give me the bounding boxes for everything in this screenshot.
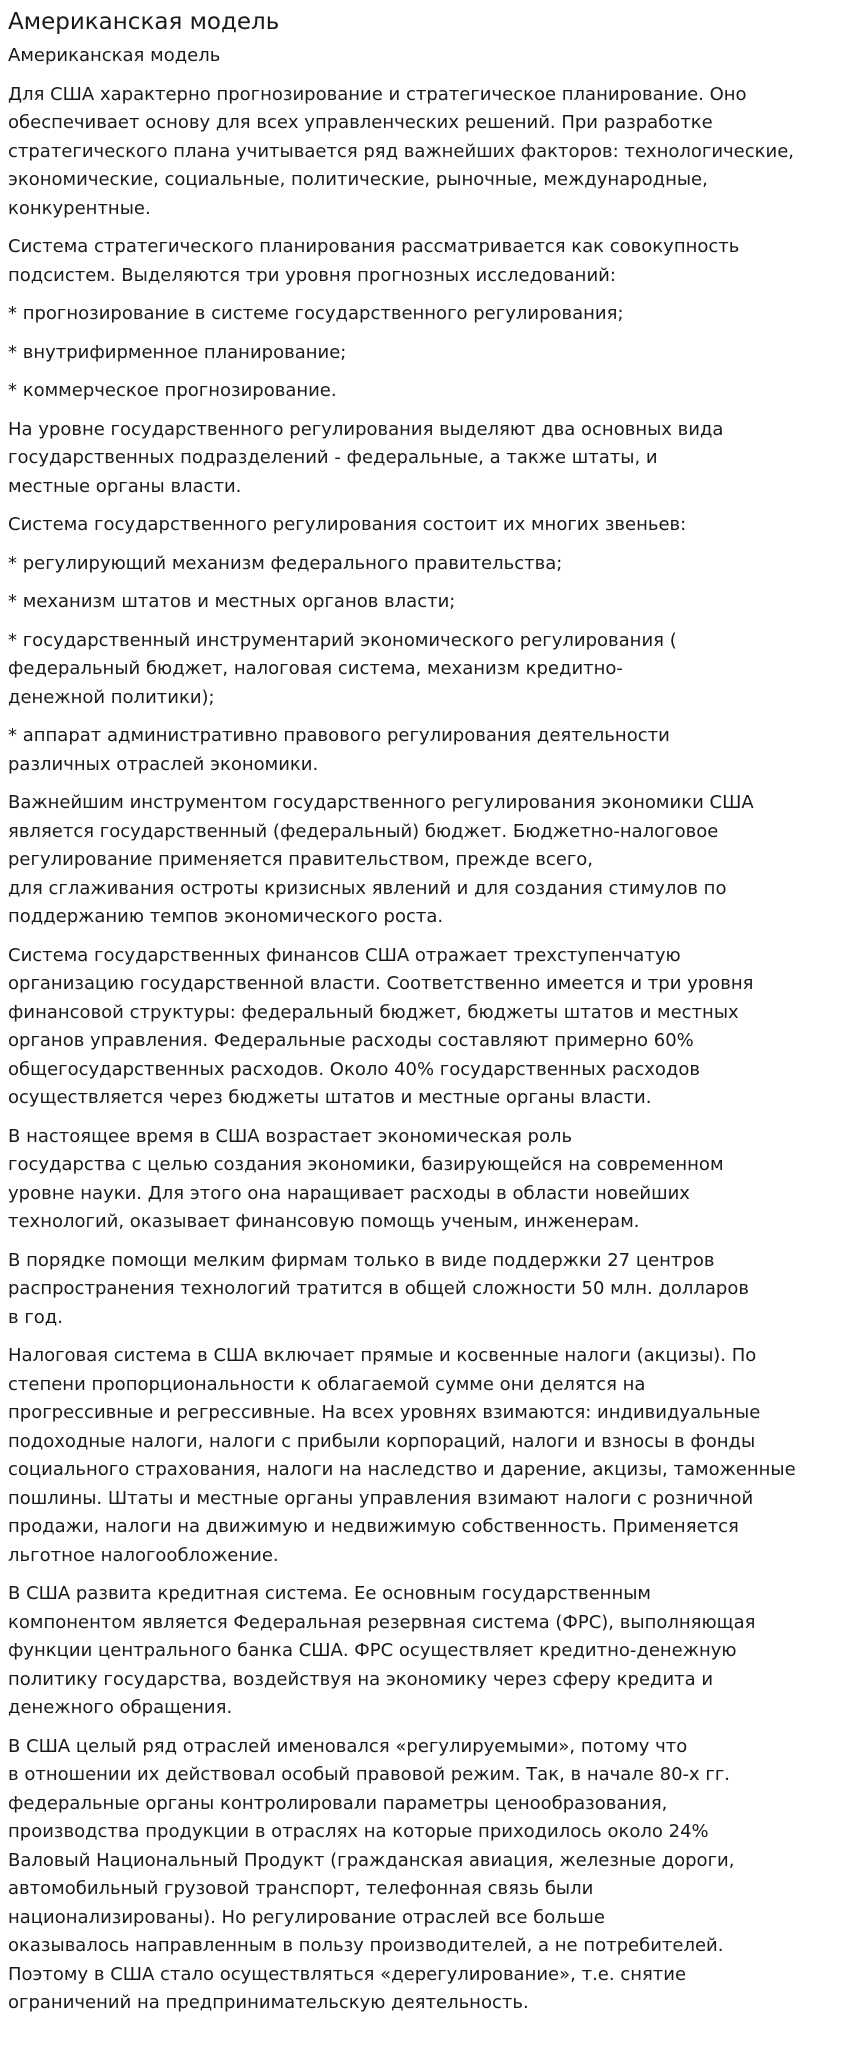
list-item-federal-mechanism: * регулирующий механизм федерального правительства; <box>8 552 563 574</box>
paragraph-tax-system: Налоговая система в США включает прямые и косвенные налоги (акцизы). По степени пропорциональности к облагаемой сумме они делятся на прогрессивные и регрессивные. На всех уровнях взимаются: индивидуальные подоходные налоги, налоги с прибыли корпораций, налоги и взносы в фонды социального страхования, налоги на наследство и дарение, акцизы, таможенные пошлины. Штаты и местные органы управления взимают налоги с розничной продажи, налоги на движимую и недвижимую собственность. Применяется льготное налогообложение. <box>8 1345 796 1566</box>
paragraph-government-levels: На уровне государственного регулирования выделяют два основных вида государственных подразделений - федеральные, а также штаты, и местные органы власти. <box>8 418 724 497</box>
paragraph-economic-role: В настоящее время в США возрастает экономическая роль государства с целью создания экономики, базирующейся на современном уровне науки. Для этого она наращивает расходы в области новейших технологий, оказывает финансовую помощь ученым, инженерам. <box>8 1125 724 1232</box>
page-title: Американская модель <box>8 9 280 35</box>
document-body <box>8 42 839 2018</box>
paragraph-public-finance: Система государственных финансов США отражает трехступенчатую организацию государственной власти. Соответственно имеется и три уровня финансовой структуры: федеральный бюджет, бюджеты штатов и местных органов управления. Федеральные расходы составляют примерно 60% общегосударственных расходов. Около 40% государственных расходов осуществляется через бюджеты штатов и местные органы власти. <box>8 944 754 1108</box>
list-item-legal-apparatus: * аппарат административно правового регулирования деятельности различных отраслей экономики. <box>8 725 670 775</box>
paragraph-regulation-links: Система государственного регулирования состоит их многих звеньев: <box>8 514 687 535</box>
paragraph-forecasting-intro: Для США характерно прогнозирование и стратегическое планирование. Оно обеспечивает основу для всех управленческих решений. При разработке стратегического плана учитывается ряд важнейших факторов: технологические, экономические, социальные, политические, рыночные, международные, конкурентные. <box>8 83 795 219</box>
paragraph-federal-budget: Важнейшим инструментом государственного регулирования экономики США является государственный (федеральный) бюджет. Бюджетно-налоговое регулирование применяется правительством, прежде всего, для сглаживания остроты кризисных явлений и для создания стимулов по поддержанию темпов экономического роста. <box>8 792 754 927</box>
paragraph-regulated-industries: В США целый ряд отраслей именовался «регулируемыми», потому что в отношении их действовал особый правовой режим. Так, в начале 80-х гг. федеральные органы контролировали параметры ценообразования, производства продукции в отраслях на которые приходилось около 24% Валовый Национальный Продукт (гражданская авиация, железные дороги, автомобильный грузовой транспорт, телефонная связь были национализированы). Но регулирование отраслей все больше оказывалось направленным в пользу производителей, а не потребителей. Поэтому в США стало осуществляться «дерегулирование», т.е. снятие ограничений на предпринимательскую деятельность. <box>8 1735 735 2013</box>
paragraph-small-business-help: В порядке помощи мелким фирмам только в виде поддержки 27 центров распространения технологий тратится в общей сложности 50 млн. долларов в год. <box>8 1249 749 1328</box>
list-item-commercial-forecasting: * коммерческое прогнозирование. <box>8 380 337 401</box>
list-item-state-mechanism: * механизм штатов и местных органов власти; <box>8 591 456 612</box>
paragraph-credit-system: В США развита кредитная система. Ее основным государственным компонентом является Федеральная резервная система (ФРС), выполняющая функции центрального банка США. ФРС осуществляет кредитно-денежную политику государства, воздействуя на экономику через сферу кредита и денежного обращения. <box>8 1583 756 1718</box>
list-item-state-forecasting: * прогнозирование в системе государственного регулирования; <box>8 303 624 324</box>
paragraph-strategic-planning-system: Система стратегического планирования рассматривается как совокупность подсистем. Выделяются три уровня прогнозных исследований: <box>8 236 740 286</box>
paragraph-subtitle: Американская модель <box>8 45 221 66</box>
list-item-economic-instruments: * государственный инструментарий экономического регулирования ( федеральный бюджет, налоговая система, механизм кредитно- денежной политики); <box>8 629 677 708</box>
list-item-intra-firm-planning: * внутрифирменное планирование; <box>8 341 347 363</box>
